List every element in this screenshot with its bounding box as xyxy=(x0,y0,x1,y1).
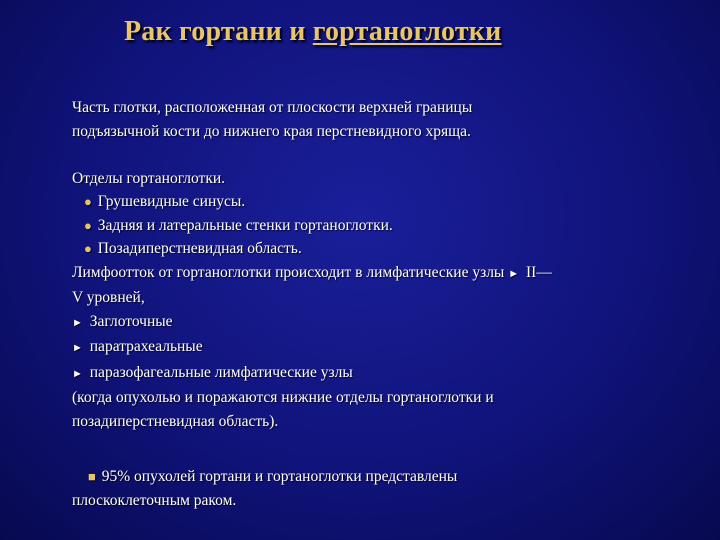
section-item xyxy=(72,190,712,214)
section-item-text: Грушевидные синусы. xyxy=(97,193,246,210)
bullet-circle-icon: ● xyxy=(84,194,92,209)
bullet-circle-icon: ● xyxy=(84,241,92,256)
lymph-note-line-1: (когда опухолью и поражаются нижние отделы гортаноглотки и xyxy=(72,389,494,406)
lymph-item xyxy=(72,361,712,387)
section-item-text: Позадиперстневидная область. xyxy=(97,240,302,257)
slide-body xyxy=(72,96,712,512)
lymph-item xyxy=(72,310,712,336)
section-item-text: Задняя и латеральные стенки гортаноглотки. xyxy=(97,216,393,234)
lymph-range: II— xyxy=(526,263,552,281)
title-part-2: гортаноглотки xyxy=(312,16,502,47)
definition-line-2: подъязычной кости до нижнего края перстневидного хряща. xyxy=(72,122,471,140)
summary-line-1 xyxy=(72,465,712,489)
bullet-triangle-icon: ► xyxy=(72,367,83,380)
lymph-item xyxy=(72,335,712,361)
section-item xyxy=(72,237,712,261)
title-part-1: Рак гортани и xyxy=(124,16,313,47)
sections-heading: Отделы гортаноглотки. xyxy=(72,169,226,187)
bullet-triangle-icon: ► xyxy=(508,267,520,280)
bullet-circle-icon: ● xyxy=(84,217,92,233)
lymph-item-text: Заглоточные xyxy=(89,312,173,330)
bullet-triangle-icon: ► xyxy=(72,342,83,354)
lymph-item-text: паратрахеальные xyxy=(89,338,203,355)
bullet-square-icon: ■ xyxy=(88,469,96,484)
section-item xyxy=(72,214,712,238)
bullet-triangle-icon: ► xyxy=(72,316,83,329)
lymph-text: Лимфоотток от гортаноглотки происходит в лимфатические узлы xyxy=(72,263,505,281)
lymph-item-text: паразофагеальные лимфатические узлы xyxy=(89,363,353,381)
lymph-note-line-2: позадиперстневидная область). xyxy=(72,412,279,430)
summary-line-2: плоскоклеточным раком. xyxy=(72,491,237,509)
definition-line-1: Часть глотки, расположенная от плоскости верхней границы xyxy=(72,99,473,116)
slide-title xyxy=(124,16,501,48)
lymph-line-2: V уровней, xyxy=(72,289,145,306)
lymph-line-1 xyxy=(72,261,712,287)
summary-text: 95% опухолей гортани и гортаноглотки представлены xyxy=(101,468,458,485)
